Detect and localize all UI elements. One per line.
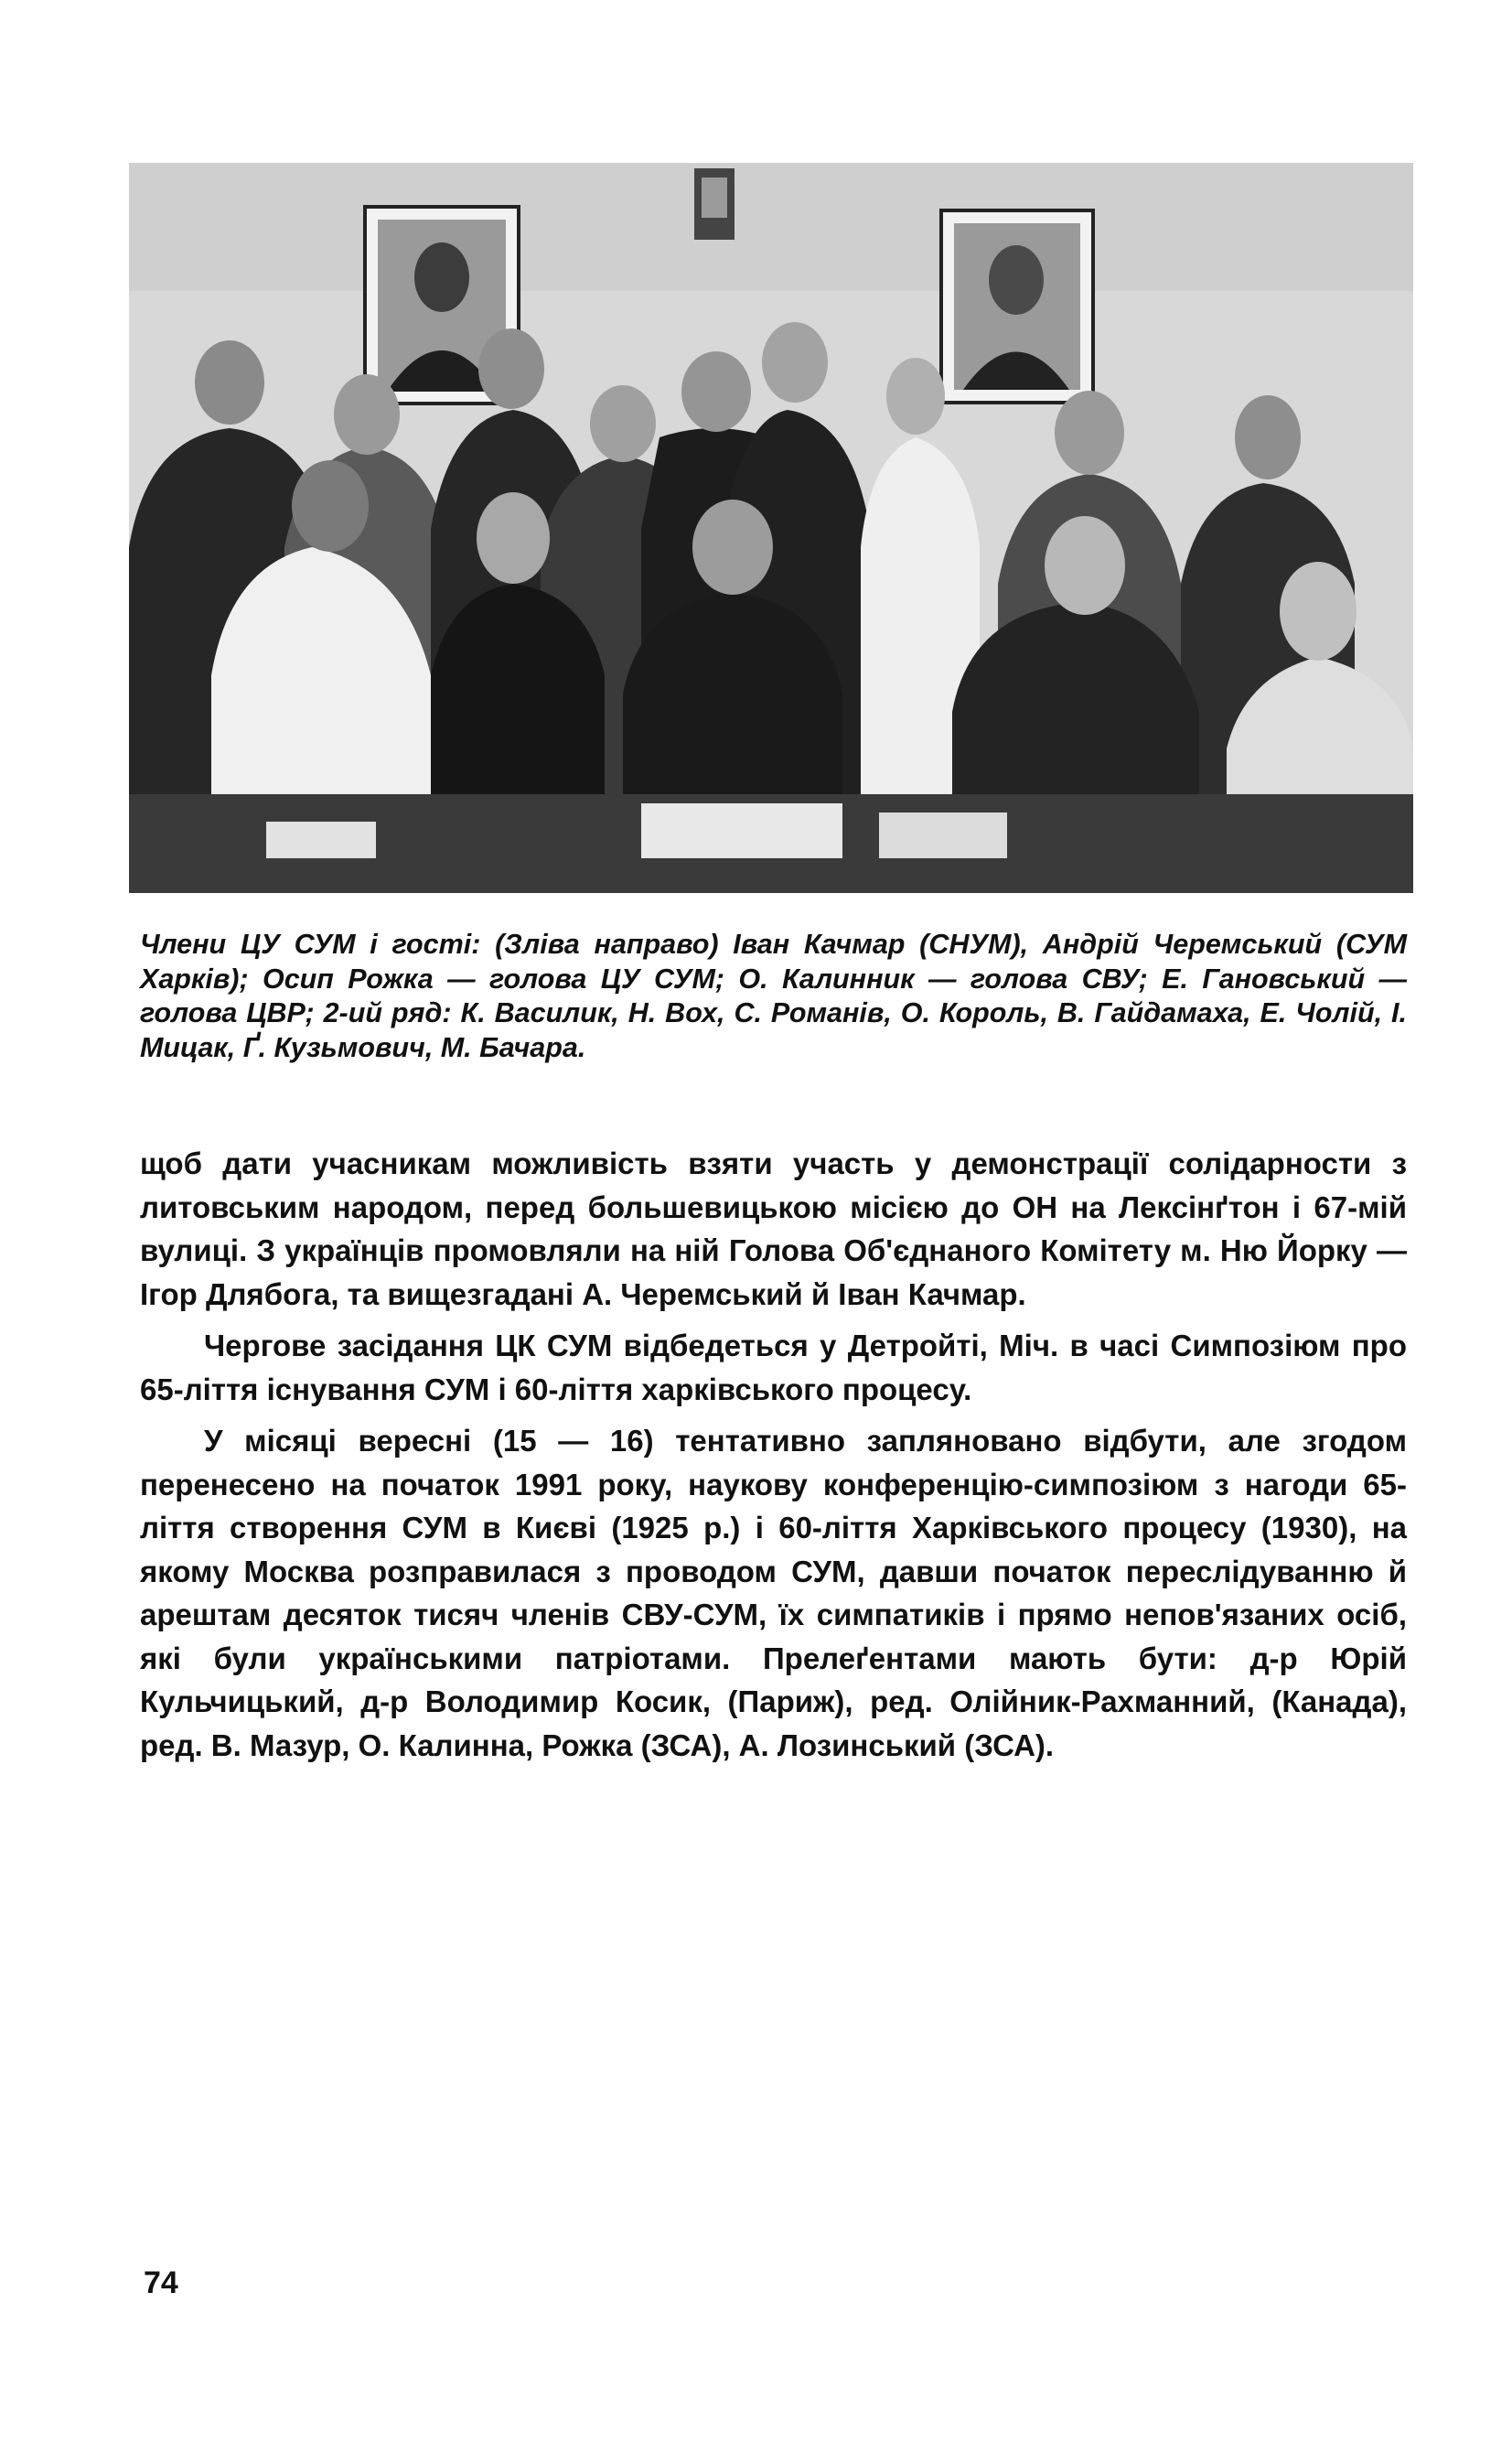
group-photo	[129, 163, 1413, 893]
portrait-right	[941, 210, 1093, 403]
paragraph-2: Чергове засідання ЦК СУМ відбедеться у Детройті, Міч. в часі Симпозіюм про 65-ліття існування СУМ і 60-ліття харківського процесу.	[140, 1329, 1407, 1406]
group-photo-illustration	[129, 163, 1413, 893]
body-text	[140, 1142, 1407, 1775]
photo-caption: Члени ЦУ СУМ і гості: (Зліва направо) Іван Качмар (СНУМ), Андрій Черемський (СУМ Харків); Осип Рожка — голова ЦУ СУМ; О. Калинник — голова СВУ; Е. Гановський — голова ЦВР; 2-ий ряд: К. Василик, Н. Вох, С. Романів, О. Король, В. Гайдамаха, Е. Чолій, І. Мицак, Ґ. Кузьмович, М. Бачара.	[140, 929, 1407, 1063]
coat-of-arms	[694, 168, 735, 240]
paragraph-3: У місяці вересні (15 — 16) тентативно запляновано відбути, але згодом перенесено на початок 1991 року, наукову конференцію-симпозіюм з нагоди 65-ліття створення СУМ в Києві (1925 р.) і 60-ліття Харківського процесу (1930), на якому Москва розправилася з проводом СУМ, давши початок переслідуванню й арештам десяток тисяч членів СВУ-СУМ, їх симпатиків і прямо непов'язаних осіб, які були українськими патріотами. Прелеґентами мають бути: д-р Юрій Кульчицький, д-р Володимир Косик, (Париж), ред. Олійник-Рахманний, (Канада), ред. В. Мазур, О. Калинна, Рожка (ЗСА), А. Лозинський (ЗСА).	[140, 1424, 1407, 1762]
paragraph-1: щоб дати учасникам можливість взяти участь у демонстрації солідарности з литовським народом, перед большевицькою місією до ОН на Лексінґтон і 67-мій вулиці. З українців промовляли на ній Голова Об'єднаного Комітету м. Ню Йорку — Ігор Длябога, та вищезгадані А. Черемський й Іван Качмар.	[140, 1146, 1407, 1311]
page-number: 74	[144, 2265, 178, 2300]
papers	[641, 803, 842, 858]
